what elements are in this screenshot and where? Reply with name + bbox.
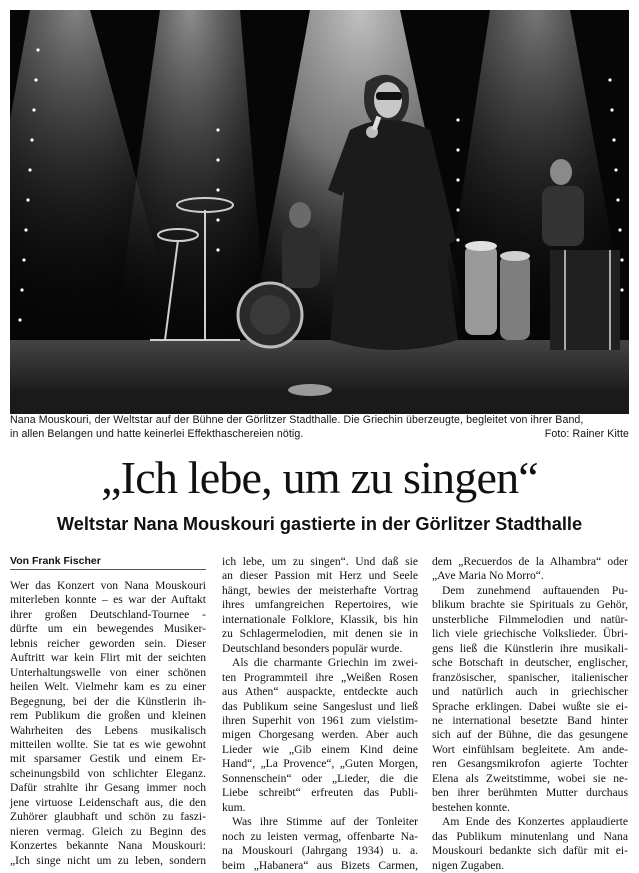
article-line: lebnis reicher geworden sein. Dieser [10,636,206,650]
article-line: mit sparsamer Gestik und einem Er- [10,752,206,766]
article-line: dem „Recuerdos de la Alhambra“ oder [432,555,628,568]
subheadline: Weltstar Nana Mouskouri gastierte in der Görlitzer Stadthalle [56,514,583,534]
article-line: hängt, bewies der meisterhafte Vortrag [222,583,418,597]
article-line: ihren Superhit von 1961 zum vielstim- [222,713,418,727]
byline: Von Frank Fischer [10,555,206,570]
article-line: Zuhörer glaubhaft und schön zu faszi- [10,810,206,824]
article-line: Lieder wie „Gib einem Kind deine [222,742,418,756]
article-line: dürfte um ein bewegendes Musiker- [10,622,206,636]
article-line: miterleben konnte – es war der Auftakt [10,593,206,607]
article-line: kum. [222,800,246,814]
article-line: jene virtuose Leidenschaft aus, die den [10,795,206,809]
article-line: gens ließ die Künstlerin ihre musikali- [432,641,628,655]
article-line: das Publikum minutenlang und Nana [432,829,628,843]
article-line: französischer, spanischer, italienischer [432,670,628,684]
article-line: Auftritt war kein Flirt mit der seichten [10,651,206,665]
article-line: bestehen konnte. [432,800,510,814]
article-line: lich viele griechische Volkslieder. Übri- [432,627,628,641]
article-line: Deutschland besonders populär wurde. [222,641,403,655]
caption-line-2: in allen Belangen und hatte keinerlei Effekthaschereien nötig. [10,427,304,440]
article-line: Am Ende des Konzertes applaudierte [442,815,628,829]
article-line: ihres umfangreichen Repertoires, wie [222,598,418,612]
article-line: Liebe schreibt“ erfreuten das Publi- [222,786,418,800]
article-line: aus Athen“ auspackte, entdeckte auch [222,685,418,699]
photo-caption [10,414,629,441]
stage-photo-illustration [10,10,629,414]
article-line: Dem zunehmend auftauenden Pu- [442,583,628,597]
article-column-2 [222,555,418,873]
article-line: sich auf der Bühne, die das gesungene [432,728,628,742]
article-line: blikum brachte sie Spirituals zu Gehör, [432,598,628,612]
article-line: Elena als Zweitstimme, wobei sie ne- [432,771,628,785]
article-line: „Ich singe nicht um zu leben, sondern [10,853,206,867]
article-line: migen Chorgesang werden. Aber auch [222,728,418,742]
article-line: ben ihrer berühmten Mutter durchaus [432,786,628,800]
article-line: ich lebe, um zu singen“. Und daß sie [222,555,418,568]
article-line: Wer das Konzert von Nana Mouskouri [10,579,206,592]
article-line: Wort einfühlsam begleitete. Am ande- [432,742,628,756]
article-line: Mouskouri bedankte sich dafür mit ei- [432,844,628,858]
article-line: ren Gesangsmikrofon agierte Tochter [432,757,628,771]
article-line: unsterbliche Filmmelodien und natür- [432,612,628,626]
concert-photo [10,10,629,414]
article-line: ten Programmteil ihre „Weißen Rosen [222,670,418,684]
headline: „Ich lebe, um zu singen“ [101,452,538,503]
article-line: heilen Welt. Vielmehr kam es zu einer [10,680,206,694]
article-line: ihrer großen Deutschland-Tournee - [10,607,206,621]
article-line: zu Schlagermelodien, mit denen sie in [222,627,418,641]
article-line: scheinungsbild von schlichter Eleganz. [10,766,206,780]
caption-line-1: Nana Mouskouri, der Weltstar auf der Bühne der Görlitzer Stadthalle. Die Griechin überzeugte, begleitet von ihrer Band, [10,414,584,426]
article-line: „Ave Maria No Morro“. [432,569,544,583]
photo-credit: Foto: Rainer Kitte [544,427,629,440]
article-line: Sprache erklingen. Dabei wußte sie ei- [432,699,628,713]
article-line: ne international besetzte Band hinter [432,713,628,727]
article-line: Als die charmante Griechin im zwei- [232,656,418,670]
article-line: Begegnung, bei der die Künstlerin ih- [10,694,206,708]
article-line: internationale Folklore, Klassik, bis hin [222,612,418,626]
article-line: Hand“, „La Provence“, „Guten Morgen, [222,757,418,771]
article-line: Sonnenschein“ oder „Lieder, die die [222,771,418,785]
article-line: Wahrheiten des Lebens musikalisch [10,723,206,737]
article-line: und natürlich auch in griechischer [432,685,628,699]
article-line: das Publikum seine Sangeslust und ließ [222,699,418,713]
article-column-1 [10,555,206,868]
article-line: nigen Zugaben. [432,858,505,872]
article-line: an dieser Passion mit Herz und Seele [222,569,418,583]
article-line: Konzertes bekannte Nana Mouskouri: [10,839,206,853]
article-column-3 [432,555,628,873]
article-line: Unterhaltungswelle von einer schönen [10,665,206,679]
article-line: Dafür strahlte ihr Gesang immer noch [10,781,206,795]
article-line: beim „Habanera“ aus Bizets Carmen, [222,858,418,872]
article-line: nieren vermag. Gleich zu Beginn des [10,824,206,838]
article-line: mitteilen wollte. Sie tat es wie gewohnt [10,737,206,751]
article-line: na Mouskouri (Jahrgang 1934) u. a. [222,844,418,858]
article-line: rem Publikum die großen und kleinen [10,709,206,723]
article-line: Was ihre Stimme auf der Tonleiter [232,815,418,829]
article-line: noch zu leisten vermag, offenbarte Na- [222,829,418,843]
article-line: sche Botschaft in deutscher, englischer, [432,656,628,670]
